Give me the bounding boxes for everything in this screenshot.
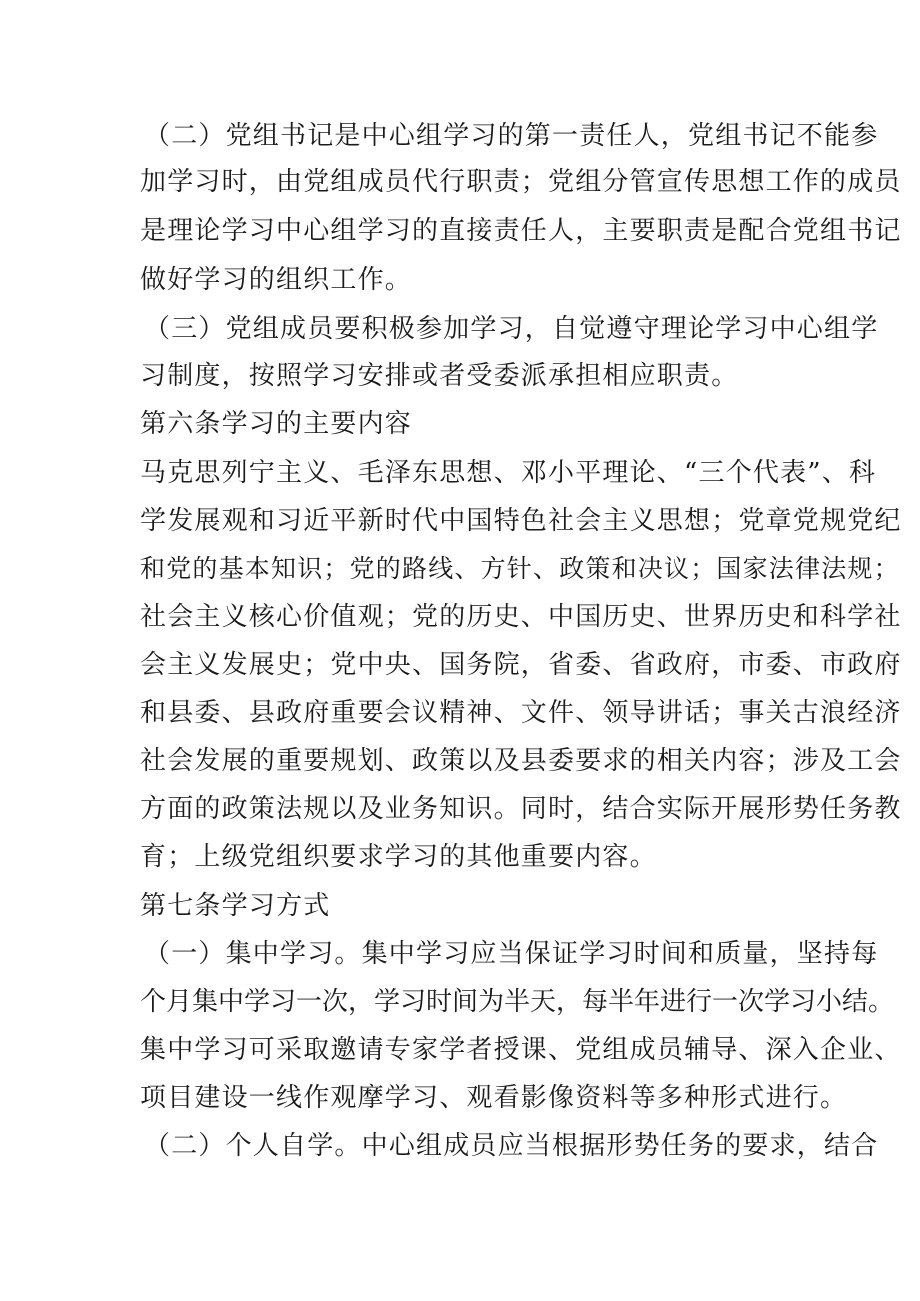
paragraph-line: 集中学习可采取邀请专家学者授课、党组成员辅导、深入企业、 xyxy=(140,1035,902,1065)
paragraph-line: （三）党组成员要积极参加学习，自觉遵守理论学习中心组学 xyxy=(144,314,879,344)
paragraph-line: 会主义发展史；党中央、国务院，省委、省政府，市委、市政府 xyxy=(140,650,902,680)
paragraph-line: 个月集中学习一次，学习时间为半天，每半年进行一次学习小结。 xyxy=(140,987,895,1017)
section-heading: 第六条学习的主要内容 xyxy=(140,409,413,439)
paragraph-line: （一）集中学习。集中学习应当保证学习时间和质量，坚持每 xyxy=(144,939,879,969)
paragraph-line: 是理论学习中心组学习的直接责任人，主要职责是配合党组书记 xyxy=(140,216,902,246)
paragraph-line: 马克思列宁主义、毛泽东思想、邓小平理论、“三个代表”、科 xyxy=(140,458,877,488)
paragraph-line: 做好学习的组织工作。 xyxy=(140,265,413,295)
paragraph-line: 项目建设一线作观摩学习、观看影像资料等多种形式进行。 xyxy=(140,1083,848,1113)
paragraph-line: 和县委、县政府重要会议精神、文件、领导讲话；事关古浪经济 xyxy=(140,698,902,728)
section-heading: 第七条学习方式 xyxy=(140,891,331,921)
paragraph-line: （二）个人自学。中心组成员应当根据形势任务的要求，结合 xyxy=(144,1131,879,1161)
paragraph-line: 社会主义核心价值观；党的历史、中国历史、世界历史和科学社 xyxy=(140,602,902,632)
paragraph-line: 育；上级党组织要求学习的其他重要内容。 xyxy=(140,842,657,872)
paragraph-line: 加学习时，由党组成员代行职责；党组分管宣传思想工作的成员 xyxy=(140,167,902,197)
paragraph-line: 习制度，按照学习安排或者受委派承担相应职责。 xyxy=(140,361,739,391)
paragraph-line: 和党的基本知识；党的路线、方针、政策和决议；国家法律法规； xyxy=(140,554,900,583)
paragraph-line: （二）党组书记是中心组学习的第一责任人，党组书记不能参 xyxy=(144,121,879,151)
paragraph-line: 社会发展的重要规划、政策以及县委要求的相关内容；涉及工会 xyxy=(140,746,902,776)
paragraph-line: 学发展观和习近平新时代中国特色社会主义思想；党章党规党纪 xyxy=(140,506,902,536)
paragraph-line: 方面的政策法规以及业务知识。同时，结合实际开展形势任务教 xyxy=(140,794,902,824)
